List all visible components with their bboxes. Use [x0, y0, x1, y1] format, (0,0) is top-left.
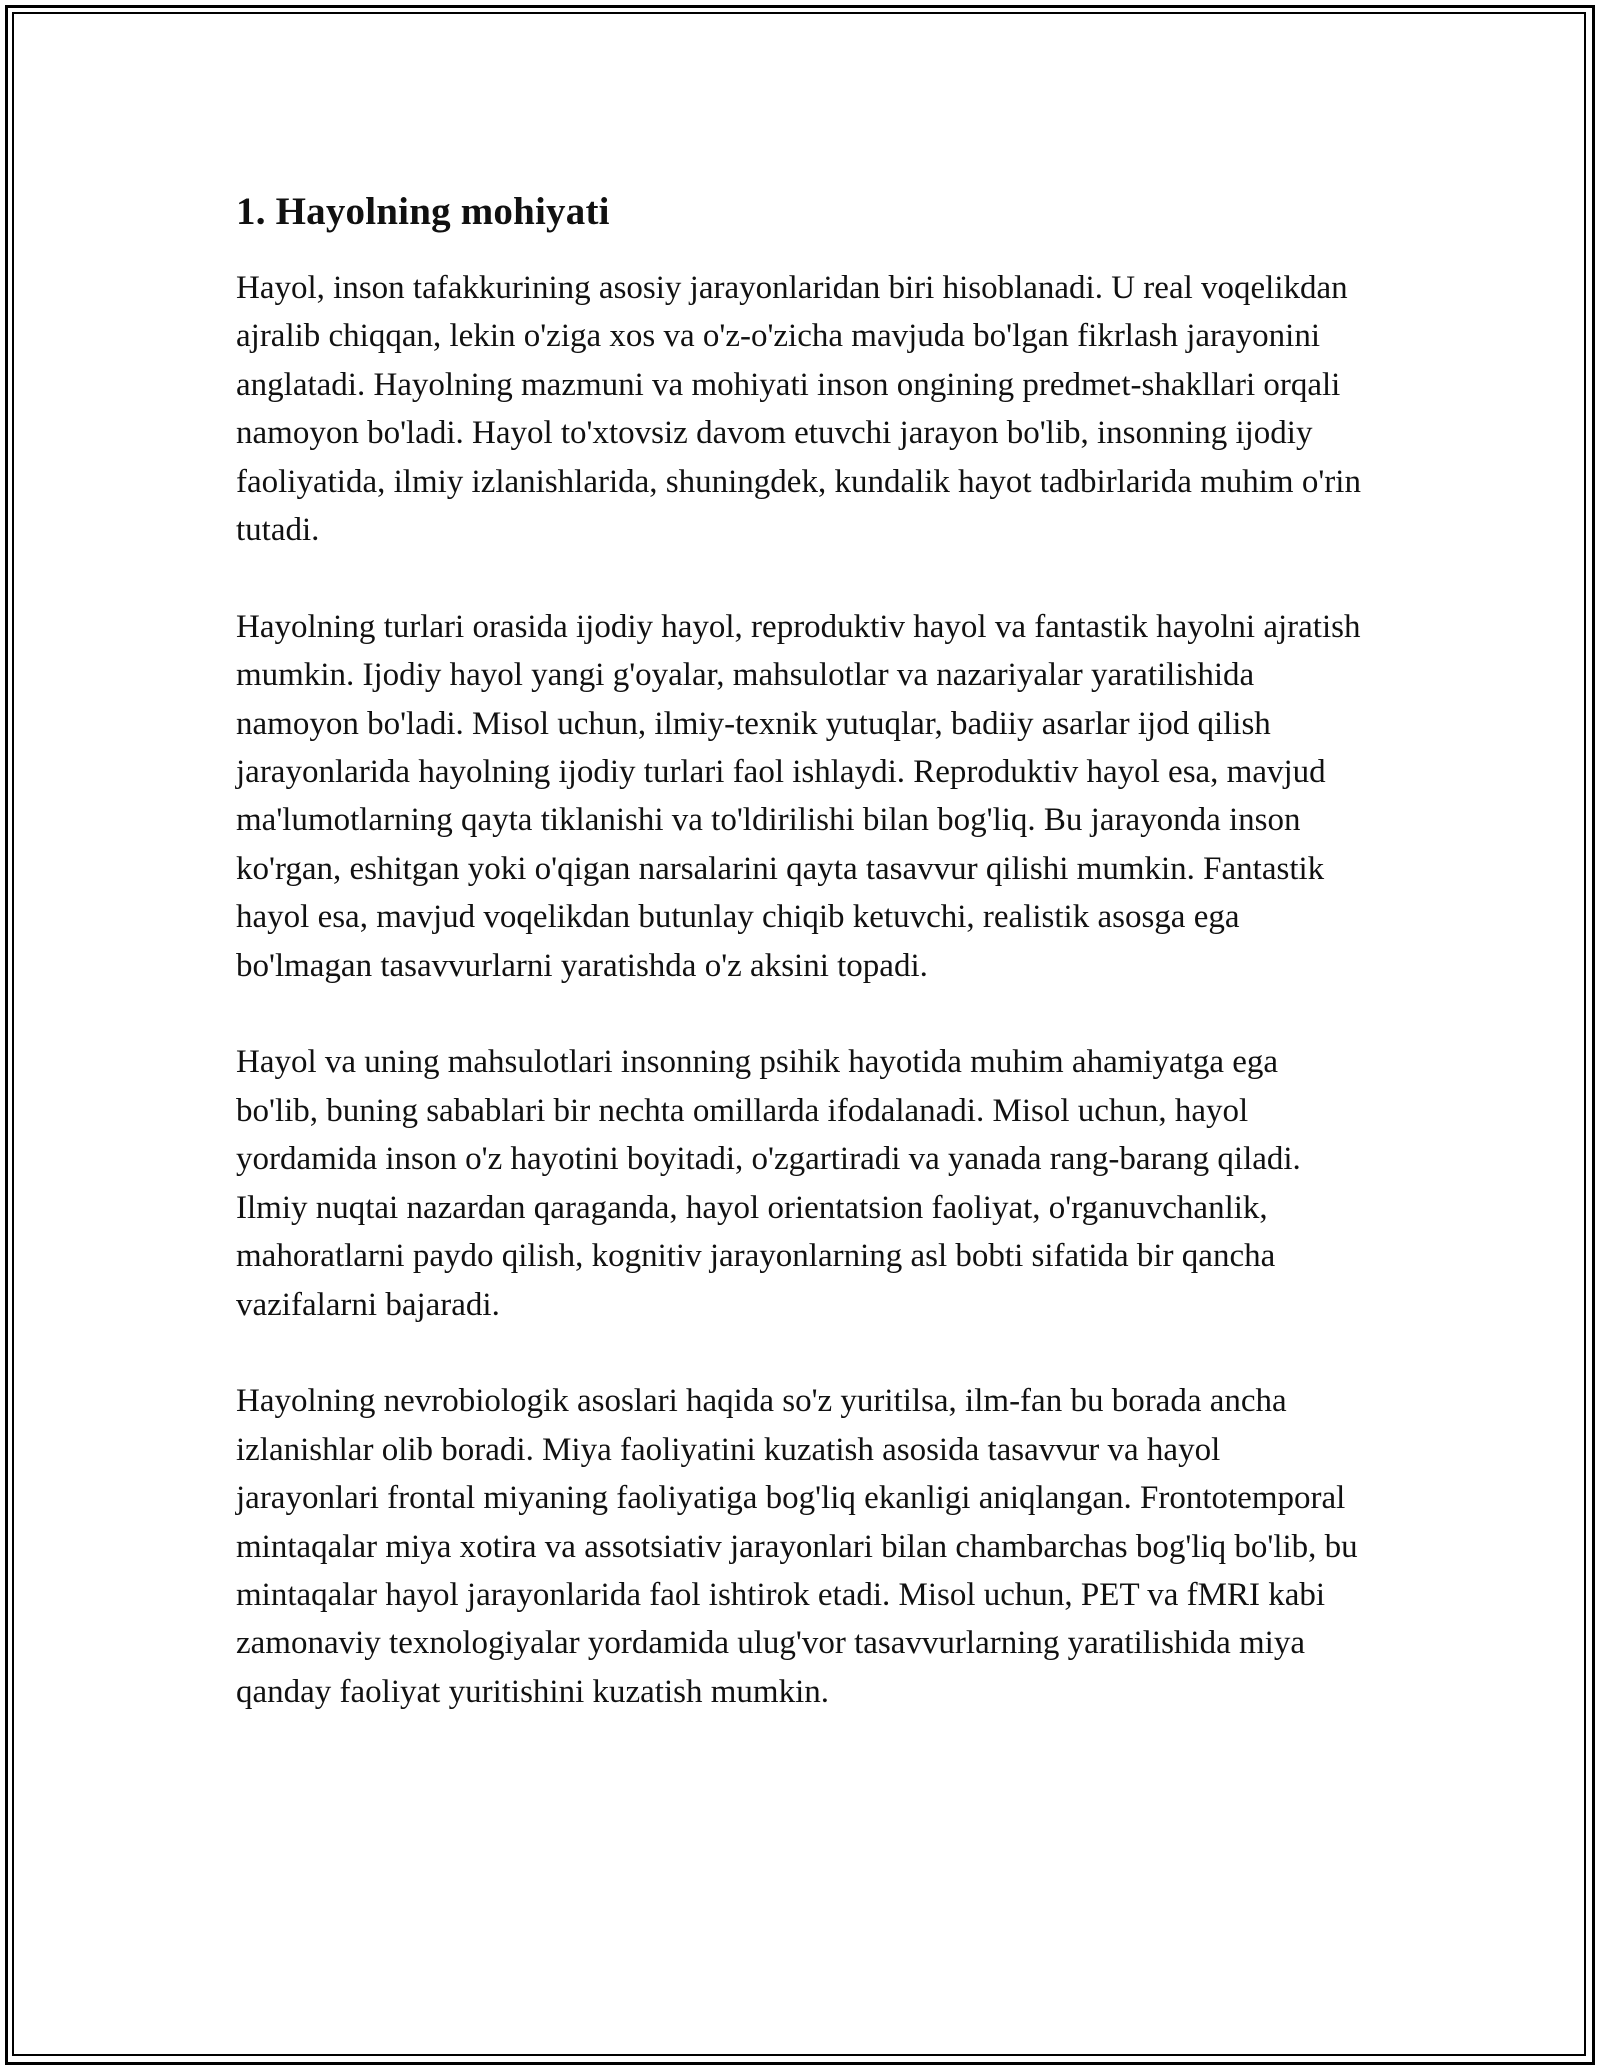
section-heading: 1. Hayolning mohiyati: [236, 190, 610, 233]
paragraph: Hayolning nevrobiologik asoslari haqida so'z yuritilsa, ilm-fan bu borada ancha izlanishlar olib boradi. Miya faoliyatini kuzatish asosida tasavvur va hayol jarayonlari frontal miyaning faoliyatiga bog'liq ekanligi aniqlangan. Frontotemporal mintaqalar miya xotira va assotsiativ jarayonlari bilan chambarchas bog'liq bo'lib, bu mintaqalar hayol jarayonlarida faol ishtirok etadi. Misol uchun, PET va fMRI kabi zamonaviy texnologiyalar yordamida ulug'vor tasavvurlarning yaratilishida miya qanday faoliyat yuritishini kuzatish mumkin.: [236, 1383, 1358, 1710]
paragraph: Hayol, inson tafakkurining asosiy jarayonlaridan biri hisoblanadi. U real voqelikdan ajralib chiqqan, lekin o'ziga xos va o'z-o'zicha mavjuda bo'lgan fikrlash jarayonini anglatadi. Hayolning mazmuni va mohiyati inson ongining predmet-shakllari orqali namoyon bo'ladi. Hayol to'xtovsiz davom etuvchi jarayon bo'lib, insonning ijodiy faoliyatida, ilmiy izlanishlarida, shuningdek, kundalik hayot tadbirlarida muhim o'rin tutadi.: [236, 270, 1361, 549]
document-body: [236, 186, 1366, 1716]
paragraph: Hayol va uning mahsulotlari insonning psihik hayotida muhim ahamiyatga ega bo'lib, buning sabablari bir nechta omillarda ifodalanadi. Misol uchun, hayol yordamida inson o'z hayotini boyitadi, o'zgartiradi va yanada rang-barang qiladi. Ilmiy nuqtai nazardan qaraganda, hayol orientatsion faoliyat, o'rganuvchanlik, mahoratlarni paydo qilish, kognitiv jarayonlarning asl bobti sifatida bir qancha vazifalarni bajaradi.: [236, 1044, 1301, 1323]
paragraph: Hayolning turlari orasida ijodiy hayol, reproduktiv hayol va fantastik hayolni ajratish mumkin. Ijodiy hayol yangi g'oyalar, mahsulotlar va nazariyalar yaratilishida namoyon bo'ladi. Misol uchun, ilmiy-texnik yutuqlar, badiiy asarlar ijod qilish jarayonlarida hayolning ijodiy turlari faol ishlaydi. Reproduktiv hayol esa, mavjud ma'lumotlarning qayta tiklanishi va to'ldirilishi bilan bog'liq. Bu jarayonda inson ko'rgan, eshitgan yoki o'qigan narsalarini qayta tasavvur qilishi mumkin. Fantastik hayol esa, mavjud voqelikdan butunlay chiqib ketuvchi, realistik asosga ega bo'lmagan tasavvurlarni yaratishda o'z aksini topadi.: [236, 608, 1361, 984]
